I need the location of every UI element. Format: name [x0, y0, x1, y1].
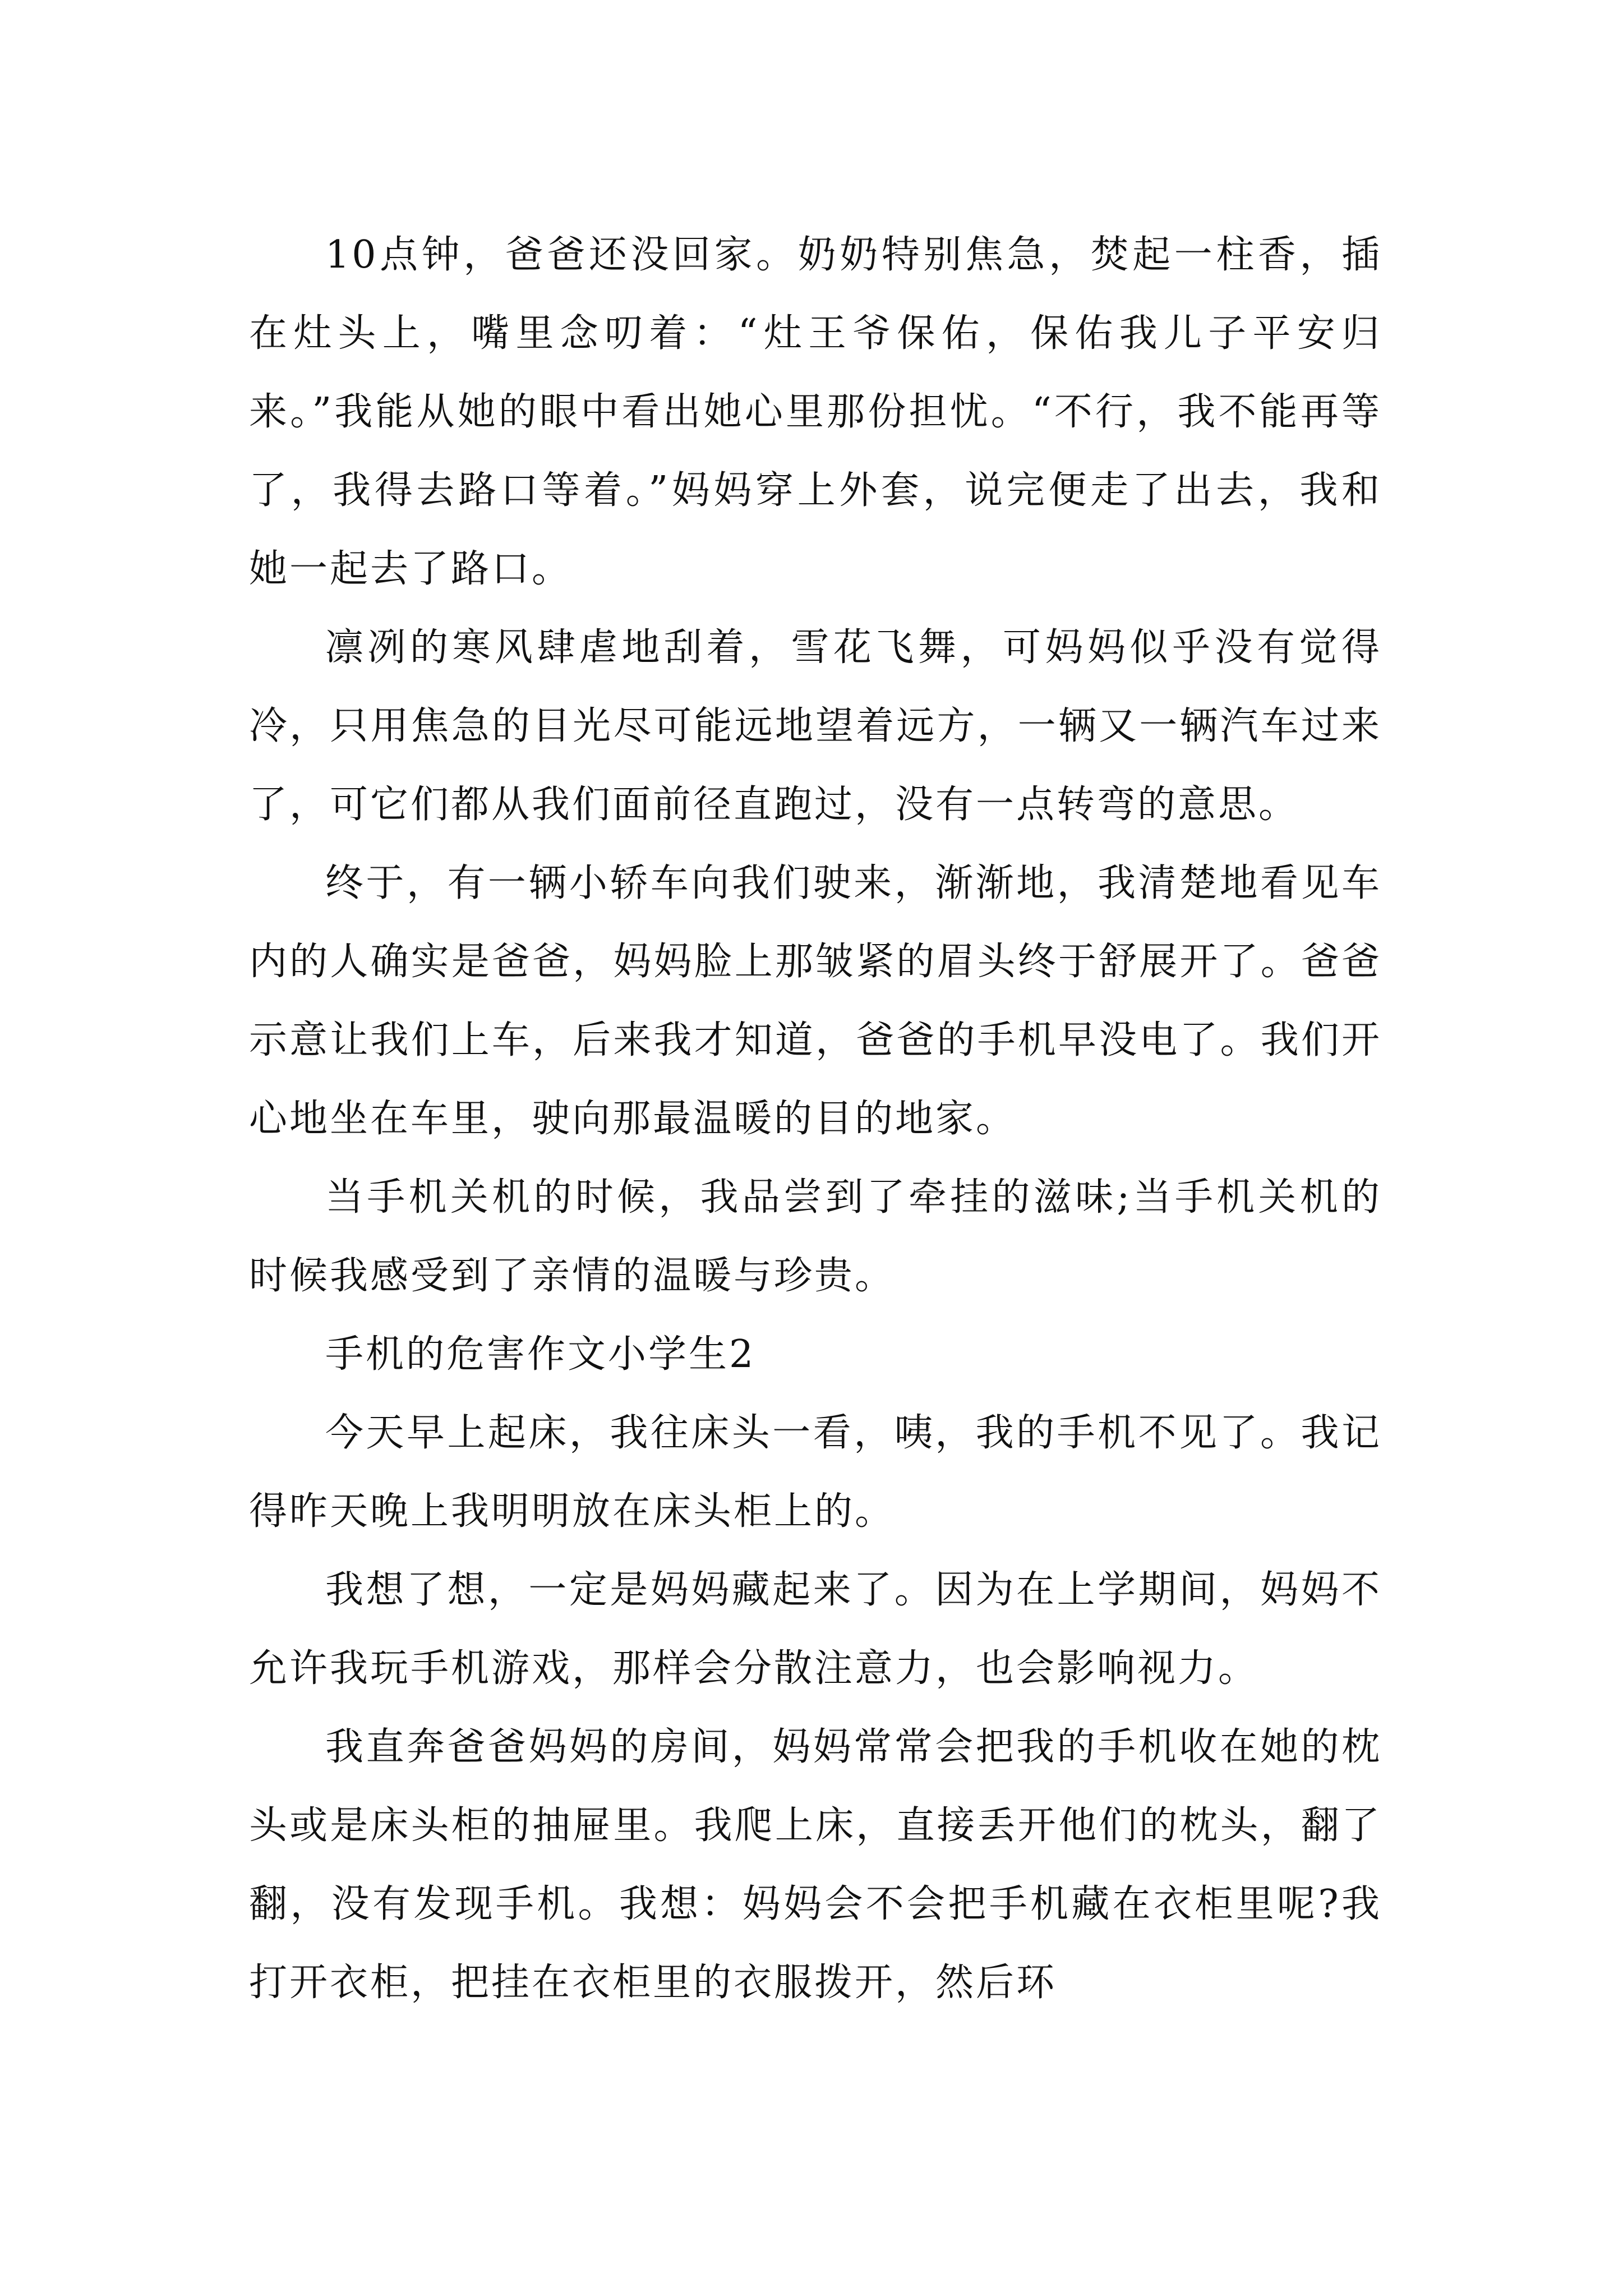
paragraph-mom-hid-it: 我想了想，一定是妈妈藏起来了。因为在上学期间，妈妈不允许我玩手机游戏，那样会分散注意力，也会影响视力。 [249, 1568, 1382, 1691]
paragraph-searching-room: 我直奔爸爸妈妈的房间，妈妈常常会把我的手机收在她的枕头或是床头柜的抽屉里。我爬上床，直接丢开他们的枕头，翻了翻，没有发现手机。我想：妈妈会不会把手机藏在衣柜里呢?我打开衣柜，把挂在衣柜里的衣服拨开，然后环 [249, 1725, 1382, 2005]
paragraph-dad-not-home: 10点钟，爸爸还没回家。奶奶特别焦急，焚起一柱香，插在灶头上，嘴里念叨着：“灶王爷保佑，保佑我儿子平安归来。”我能从她的眼中看出她心里那份担忧。“不行，我不能再等了，我得去路口等着。”妈妈穿上外套，说完便走了出去，我和她一起去了路口。 [249, 233, 1382, 591]
paragraph-conclusion: 当手机关机的时候，我品尝到了牵挂的滋味;当手机关机的时候我感受到了亲情的温暖与珍贵。 [249, 1175, 1382, 1298]
document-body [249, 216, 1382, 2022]
paragraph-phone-missing: 今天早上起床，我往床头一看，咦，我的手机不见了。我记得昨天晚上我明明放在床头柜上的。 [249, 1411, 1382, 1534]
paragraph-car-arrives: 终于，有一辆小轿车向我们驶来，渐渐地，我清楚地看见车内的人确实是爸爸，妈妈脸上那皱紧的眉头终于舒展开了。爸爸示意让我们上车，后来我才知道，爸爸的手机早没电了。我们开心地坐在车里，驶向那最温暖的目的地家。 [249, 861, 1382, 1141]
paragraph-cold-wind: 凛冽的寒风肆虐地刮着，雪花飞舞，可妈妈似乎没有觉得冷，只用焦急的目光尽可能远地望着远方，一辆又一辆汽车过来了，可它们都从我们面前径直跑过，没有一点转弯的意思。 [249, 625, 1382, 827]
essay-heading: 手机的危害作文小学生2 [325, 1332, 756, 1377]
